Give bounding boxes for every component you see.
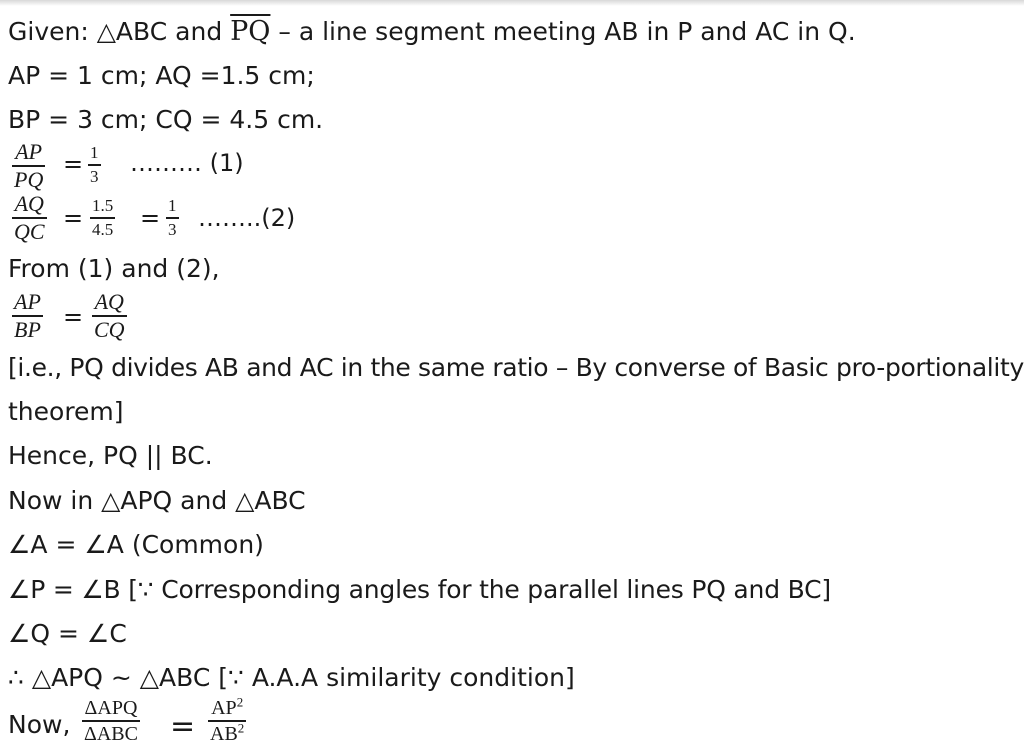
line-bp-cq: BP = 3 cm; CQ = 4.5 cm. [8,105,324,134]
eq1-value-denominator: 3 [90,166,99,186]
given-line [8,18,856,45]
eq2-fraction-aq-qc [12,193,47,243]
eq2-fraction-mid [90,197,115,239]
eq2-tag: ……..(2) [198,204,296,232]
final-left-numerator: ΔAPQ [84,697,138,719]
given-suffix: – a line segment meeting AB in P and AC in Q. [270,17,856,46]
eq1-numerator: AP [15,139,43,164]
final-right-numerator [208,694,246,719]
hence-line: Hence, PQ || BC. [8,441,213,470]
fraction-bar [82,720,140,722]
final-fraction-sides [208,694,246,745]
final-left-denominator: ΔABC [84,722,138,745]
final-right-denominator [208,719,246,745]
final-right-den-base: AB [210,722,238,745]
fraction-bar [90,217,115,219]
eq3-fraction-ap-bp [12,291,43,341]
angle-q-line: ∠Q = ∠C [8,619,127,648]
eq2-mid-numerator: 1.5 [92,196,114,215]
eq1-denominator: PQ [14,166,44,192]
final-right-den-exp: 2 [237,719,245,735]
angle-p-line: ∠P = ∠B [∵ Corresponding angles for the parallel lines PQ and BC] [8,575,831,604]
from-line: From (1) and (2), [8,254,220,283]
ie-line-1: [i.e., PQ divides AB and AC in the same ratio – By converse of Basic pro-portionality [8,353,1024,382]
eq3-right-numerator: AQ [94,289,124,314]
eq1-equals: = [63,150,84,178]
eq2-equals-second: = [140,204,161,232]
final-right-num-exp: 2 [236,694,244,710]
final-right-num-base: AP [211,697,237,719]
eq3-left-denominator: BP [14,316,41,342]
eq3-fraction-aq-cq [92,291,127,341]
eq2-equals: = [63,204,84,232]
eq2-mid-denominator: 4.5 [92,219,114,239]
top-divider [0,0,1024,6]
eq2-denominator: QC [14,218,45,244]
angle-a-line: ∠A = ∠A (Common) [8,530,264,559]
therefore-line: ∴ △APQ ~ △ABC [∵ A.A.A similarity condition] [8,663,575,692]
now-in-line: Now in △APQ and △ABC [8,486,306,515]
line-ap-aq: AP = 1 cm; AQ =1.5 cm; [8,61,315,90]
eq3-equals: = [63,303,84,331]
eq2-value-numerator: 1 [168,196,177,215]
segment-pq: $\overline{PQ}$ [230,16,271,47]
eq3-left-numerator: AP [14,289,41,314]
final-fraction-areas [82,698,140,744]
final-equals: = [170,709,196,744]
eq1-value-numerator: 1 [90,143,99,162]
eq1-fraction-value [88,144,101,186]
eq2-value-denominator: 3 [168,219,177,239]
given-prefix: Given: △ABC and [8,17,231,46]
fraction-bar [166,217,179,219]
eq1-fraction-ap-pq [12,141,45,191]
eq1-tag: ……… (1) [130,149,244,177]
eq2-numerator: AQ [14,191,44,216]
final-prefix: Now, [8,710,71,739]
fraction-bar [88,164,101,166]
eq3-right-denominator: CQ [94,316,125,342]
ie-line-2: theorem] [8,397,124,426]
eq2-fraction-value [166,197,179,239]
